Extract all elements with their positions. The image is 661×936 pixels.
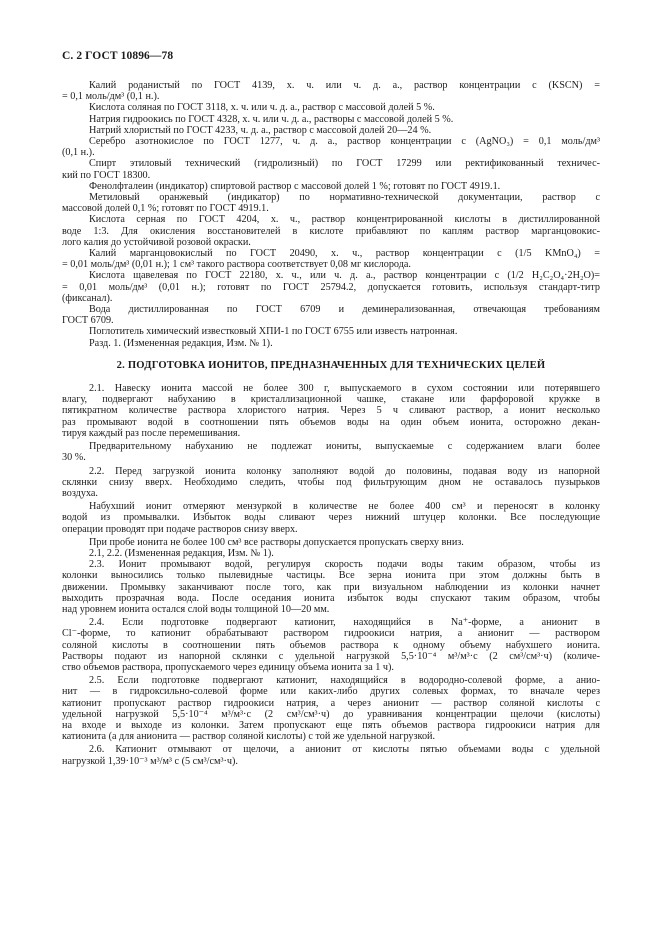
text-line: (0,1 н.). <box>62 147 95 159</box>
text-line: удельной нагрузкой 5,5·10⁻⁴ м³/м³·с (2 см³/см³·ч) до уравнивания концентрации щелочи (кислоты) <box>62 708 600 720</box>
reagent-natriya-gidrookis <box>62 114 600 125</box>
text-line: = 0,1 моль/дм³ (0,1 н.). <box>62 91 160 103</box>
reagent-fenolftalein <box>62 181 600 192</box>
text-line: нит — в гидроксильно-солевой форме или каких-либо других солевых формах, то вначале через <box>62 686 600 698</box>
text-line: Набухший ионит отмеряют мензуркой в количестве не более 400 см³ и переносят в колонку <box>89 501 600 513</box>
text-line: воздуха. <box>62 487 98 499</box>
text-line: Кислота щавелевая по ГОСТ 22180, х. ч., или ч. д. а., раствор концентрации c (1/2 H₂C₂O₄·2H₂O)= <box>89 270 600 282</box>
text-line: ство объемов раствора, пропускаемого через единицу объема ионита за 1 ч). <box>62 661 394 673</box>
text-line: воде 1:3. Для окисления восстановителей в кислоте прибавляют по каплям раствор марганцовокис- <box>62 225 600 237</box>
reagent-metilovyj-oranzhevyj <box>62 192 600 214</box>
text-line: водой из промывалки. Избыток воды сливают через нижний штуцер колонки. Все последующие <box>62 512 600 524</box>
text-line: 2.6. Катионит отмывают от щелочи, а анионит от кислоты пятью объемами воды с удельной <box>89 744 600 756</box>
text-line: лого калия до устойчивой розовой окраски. <box>62 236 251 248</box>
text-line: влагу, подвергают набуханию в кристаллизационной чашке, стакане или фарфоровой кружке в <box>62 394 600 406</box>
text-line: 30 %. <box>62 452 86 464</box>
reagent-kalij-rodanistyj <box>62 80 600 102</box>
text-line: Cl⁻-форме, то катионит обрабатывают раствором гидроокиси натрия, а анионит — раствором <box>62 628 600 640</box>
text-line: на входе и выходе из колонки. Затем пропускают еще пять объемов раствора гидроокиси натрия для <box>62 719 600 731</box>
page-header: С. 2 ГОСТ 10896—78 <box>62 50 174 62</box>
reagent-spirt-etilovyj <box>62 158 600 180</box>
text-line: Фенолфталеин (индикатор) спиртовой раствор с массовой долей 1 %; готовят по ГОСТ 4919.1. <box>89 180 501 192</box>
text-line: ГОСТ 6709. <box>62 315 114 327</box>
text-line: = 0,01 моль/дм³ (0,01 н.); готовят по ГОСТ 25794.2, допускается готовить, используя стандарт-титр <box>62 281 600 293</box>
para-2-5 <box>62 675 600 742</box>
text-line: Растворы подают из напорной склянки с удельной нагрузкой 5,5·10⁻⁴ м³/м³·с (2 см³/см³·ч) (количе- <box>62 650 600 662</box>
text-line: движении. Промывку заканчивают после того, как при визуальном наблюдении из колонки начнет <box>62 581 600 593</box>
text-line: катионита (а для анионита — раствор соляной кислоты) с той же удельной нагрузкой. <box>62 731 436 743</box>
text-line: над уровнем ионита остался слой воды толщиной 10—20 мм. <box>62 603 330 615</box>
section-2-title: 2. ПОДГОТОВКА ИОНИТОВ, ПРЕДНАЗНАЧЕННЫХ ДЛЯ ТЕХНИЧЕСКИХ ЦЕЛЕЙ <box>116 359 546 371</box>
text-line: Метиловый оранжевый (индикатор) по нормативно-технической документации, раствор с <box>89 192 600 204</box>
text-line: Калий роданистый по ГОСТ 4139, х. ч. или ч. д. а., раствор концентрации c (KSCN) = <box>89 80 600 91</box>
text-line: Серебро азотнокислое по ГОСТ 1277, ч. д. а., раствор концентрации c (AgNO₃) = 0,1 моль/дм³ <box>89 136 600 148</box>
text-line: Спирт этиловый технический (гидролизный) по ГОСТ 17299 или ректификованный техничес- <box>89 158 600 170</box>
reagent-kalij-margantsovokislyj <box>62 248 600 270</box>
text-line: нагрузкой 1,39·10⁻³ м³/м³ с (5 см³/см³·ч). <box>62 755 238 767</box>
text-line: Кислота соляная по ГОСТ 3118, х. ч. или ч. д. а., раствор с массовой долей 5 %. <box>89 102 435 114</box>
text-line: катионит пропускают раствор гидроокиси натрия, а через анионит — раствор соляной кислоты с <box>62 697 600 709</box>
text-line: склянки снизу вверх. Необходимо следить, чтобы под фильтрующим дном не оставалось пузырьков <box>62 476 600 488</box>
para-2-4 <box>62 617 600 673</box>
para-2-6 <box>62 744 600 766</box>
text-line: Натрий хлористый по ГОСТ 4233, ч. д. а., раствор с массовой долей 20—24 %. <box>89 124 432 136</box>
reagent-serebro-azotnokisloe <box>62 136 600 158</box>
text-line: 2.3. Ионит промывают водой, регулируя скорость подачи воды таким образом, чтобы из <box>89 559 600 571</box>
amendment-razd-1 <box>62 338 600 349</box>
reagent-kislota-solyanaya <box>62 102 600 113</box>
reagents-list <box>62 80 600 349</box>
text-line: соляной кислоты в соотношении пять объемов раствора к одному объему набухшего ионита. <box>62 639 600 651</box>
text-line: пятикратном количестве раствора хлористого натрия. Через 5 ч сливают раствор, а ионит несколько <box>62 405 600 417</box>
text-line: кий по ГОСТ 18300. <box>62 169 151 181</box>
text-line: раз промывают водой в соотношении пять объемов воды на один объем ионита, осторожно декан- <box>62 416 600 428</box>
para-2-3 <box>62 559 600 615</box>
reagent-natrij-khloristyj <box>62 125 600 136</box>
text-line: 2.5. Если подготовке подвергают катионит, находящийся в водородно-солевой форме, а анио- <box>89 675 600 687</box>
para-2-1 <box>62 383 600 439</box>
text-line: 2.4. Если подготовке подвергают катионит, находящийся в Na⁺-форме, а анионит в <box>89 617 600 629</box>
text-line: Вода дистиллированная по ГОСТ 6709 и деминерализованная, отвечающая требованиям <box>89 304 600 316</box>
para-swollen-ionite <box>62 501 600 535</box>
reagent-kislota-sernaya <box>62 214 600 248</box>
text-line: 2.1, 2.2. (Измененная редакция, Изм. № 1). <box>89 547 274 559</box>
reagent-voda-distillirovannaya <box>62 304 600 326</box>
para-2-2 <box>62 466 600 500</box>
text-line: 2.2. Перед загрузкой ионита колонку заполняют водой до половины, подавая воду из напорной <box>89 465 600 477</box>
reagent-poglotitel <box>62 326 600 337</box>
text-line: Натрия гидроокись по ГОСТ 4328, х. ч. или ч. д. а., растворы с массовой долей 5 %. <box>89 113 454 125</box>
text-line: колонки выносились только пылевидные частицы. Все зерна ионита при этом должны быть в <box>62 570 600 582</box>
text-line: тируя каждый раз после перемешивания. <box>62 427 241 439</box>
text-line: При пробе ионита не более 100 см³ все растворы допускается пропускать сверху вниз. <box>89 536 464 548</box>
text-line: 2.1. Навеску ионита массой не более 300 г, выпускаемого в сухом состоянии или потерявшего <box>89 383 600 395</box>
reagent-kislota-shchavelevaya <box>62 270 600 304</box>
text-line: массовой долей 0,1 %; готовят по ГОСТ 4919.1. <box>62 203 269 215</box>
text-line: операции проводят при подаче растворов снизу вверх. <box>62 523 298 535</box>
para-sample-100 <box>62 537 600 548</box>
text-line: (фиксанал). <box>62 292 113 304</box>
text-line: выходить прозрачная вода. После оседания ионита избыток воды спускают таким образом, чтобы <box>62 592 600 604</box>
text-line: Калий марганцовокислый по ГОСТ 20490, х. ч., раствор концентрации c (1/5 KMnO₄) = <box>89 248 600 260</box>
para-preliminary-swelling <box>62 441 600 463</box>
text-line: Кислота серная по ГОСТ 4204, х. ч., раствор концентрированной кислоты в дистиллированной <box>89 214 600 226</box>
text-line: Разд. 1. (Измененная редакция, Изм. № 1). <box>89 337 273 349</box>
section-2-body <box>62 383 600 767</box>
text-line: Предварительному набуханию не подлежат иониты, выпускаемые с содержанием влаги более <box>89 441 600 453</box>
text-line: = 0,01 моль/дм³ (0,01 н.); 1 см³ такого раствора соответствует 0,08 мг кислорода. <box>62 259 411 271</box>
amendment-2-1-2-2 <box>62 548 600 559</box>
text-line: Поглотитель химический известковый ХПИ-1 по ГОСТ 6755 или известь натронная. <box>89 326 458 338</box>
document-body <box>62 80 600 769</box>
